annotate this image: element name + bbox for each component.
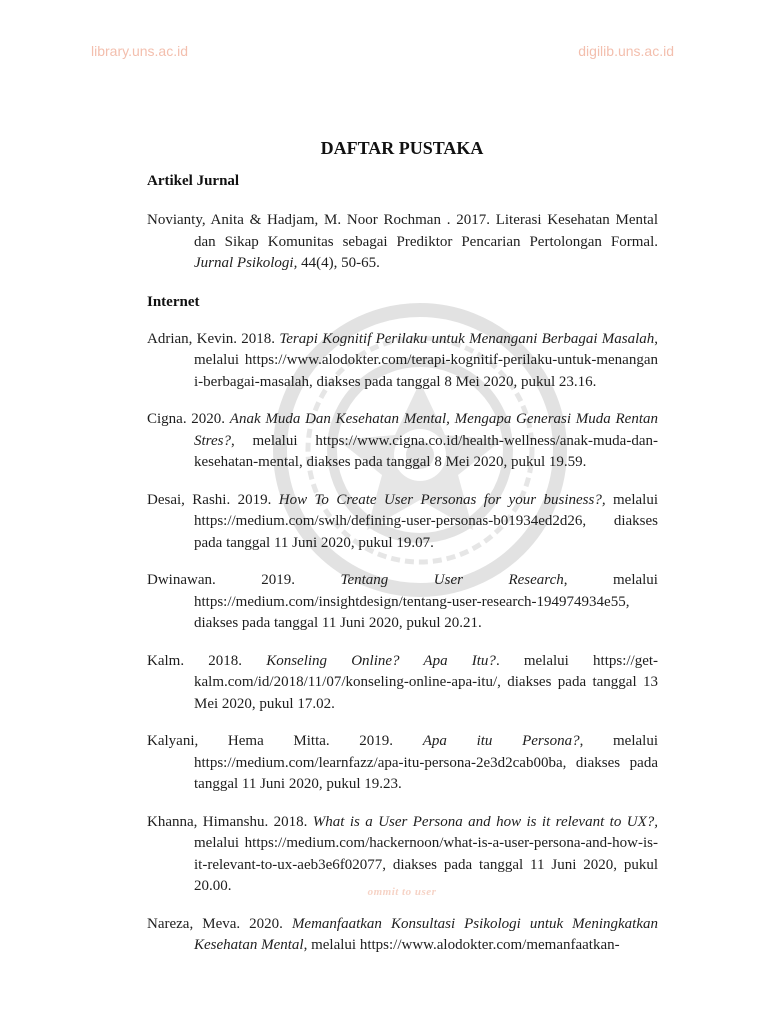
reference-entry: Desai, Rashi. 2019. How To Create User Personas for your business?, melalui https://medium.com/swlh/defining-user-personas-b01934ed2d26, diakses pada tanggal 11 Juni 2020, pukul 19.07. [147, 491, 658, 551]
reference-title: How To Create User Personas for your business?, [278, 491, 606, 508]
reference-title: Anak Muda Dan Kesehatan Mental, Mengapa Generasi Muda Rentan Stres? [194, 411, 658, 449]
reference-entry: Cigna. 2020. Anak Muda Dan Kesehatan Mental, Mengapa Generasi Muda Rentan Stres?, melalui https://www.cigna.co.id/health-wellness/anak-muda-dan-kesehatan-mental, diakses pada tanggal 8 Mei 2020, pukul 19.59. [147, 411, 658, 470]
bibliography [147, 170, 658, 973]
footer-watermark-text: ommit to user [367, 886, 437, 898]
reference-title: Terapi Kognitif Perilaku untuk Menangani Berbagai Masalah [279, 330, 655, 347]
section-heading-internet: Internet [147, 293, 200, 310]
reference-entry: Kalm. 2018. Konseling Online? Apa Itu?. melalui https://get-kalm.com/id/2018/11/07/konseling-online-apa-itu/, diakses pada tanggal 13 Mei 2020, pukul 17.02. [147, 652, 659, 712]
reference-entry: Novianty, Anita & Hadjam, M. Noor Rochman . 2017. Literasi Kesehatan Mental dan Sikap Komunitas sebagai Prediktor Pencarian Pertolongan Formal. Jurnal Psikologi, 44(4), 50-65. [147, 212, 658, 271]
reference-title: Tentang User Research [340, 572, 564, 588]
reference-entry: Nareza, Meva. 2020. Memanfaatkan Konsultasi Psikologi untuk Meningkatkan Kesehatan Mental, melalui https://www.alodokter.com/memanfaatkan- [147, 915, 658, 953]
reference-entry: Khanna, Himanshu. 2018. What is a User Persona and how is it relevant to UX?, melalui https://medium.com/hackernoon/what-is-a-user-persona-and-how-is-it-relevant-to-ux-aeb3e6f02077, diakses pada tanggal 11 Juni 2020, pukul 20.00. [147, 813, 658, 894]
reference-entry: Adrian, Kevin. 2018. Terapi Kognitif Perilaku untuk Menangani Berbagai Masalah, melalui https://www.alodokter.com/terapi-kognitif-perilaku-untuk-menangani-berbagai-masalah, diakses pada tanggal 8 Mei 2020, pukul 23.16. [147, 330, 658, 390]
reference-entry: Dwinawan. 2019. Tentang User Research, melalui https://medium.com/insightdesign/tentang-user-research-194974934e55, diakses pada tanggal 11 Juni 2020, pukul 20.21. [147, 572, 658, 631]
reference-title: What is a User Persona and how is it relevant to UX?, [312, 813, 658, 830]
reference-title: Konseling Online? Apa Itu? [266, 652, 496, 669]
header-right-url: digilib.uns.ac.id [578, 43, 674, 59]
page-title: DAFTAR PUSTAKA [320, 138, 484, 158]
reference-title: Apa itu Persona? [422, 733, 580, 749]
section-heading-artikel-jurnal: Artikel Jurnal [147, 173, 240, 189]
reference-title: Memanfaatkan Konsultasi Psikologi untuk Meningkatkan Kesehatan Mental [194, 915, 658, 953]
reference-title: Jurnal Psikologi, [194, 255, 298, 271]
reference-entry: Kalyani, Hema Mitta. 2019. Apa itu Persona?, melalui https://medium.com/learnfazz/apa-itu-persona-2e3d2cab00ba, diakses pada tanggal 11 Juni 2020, pukul 19.23. [147, 733, 658, 792]
header-left-url: library.uns.ac.id [91, 43, 189, 59]
